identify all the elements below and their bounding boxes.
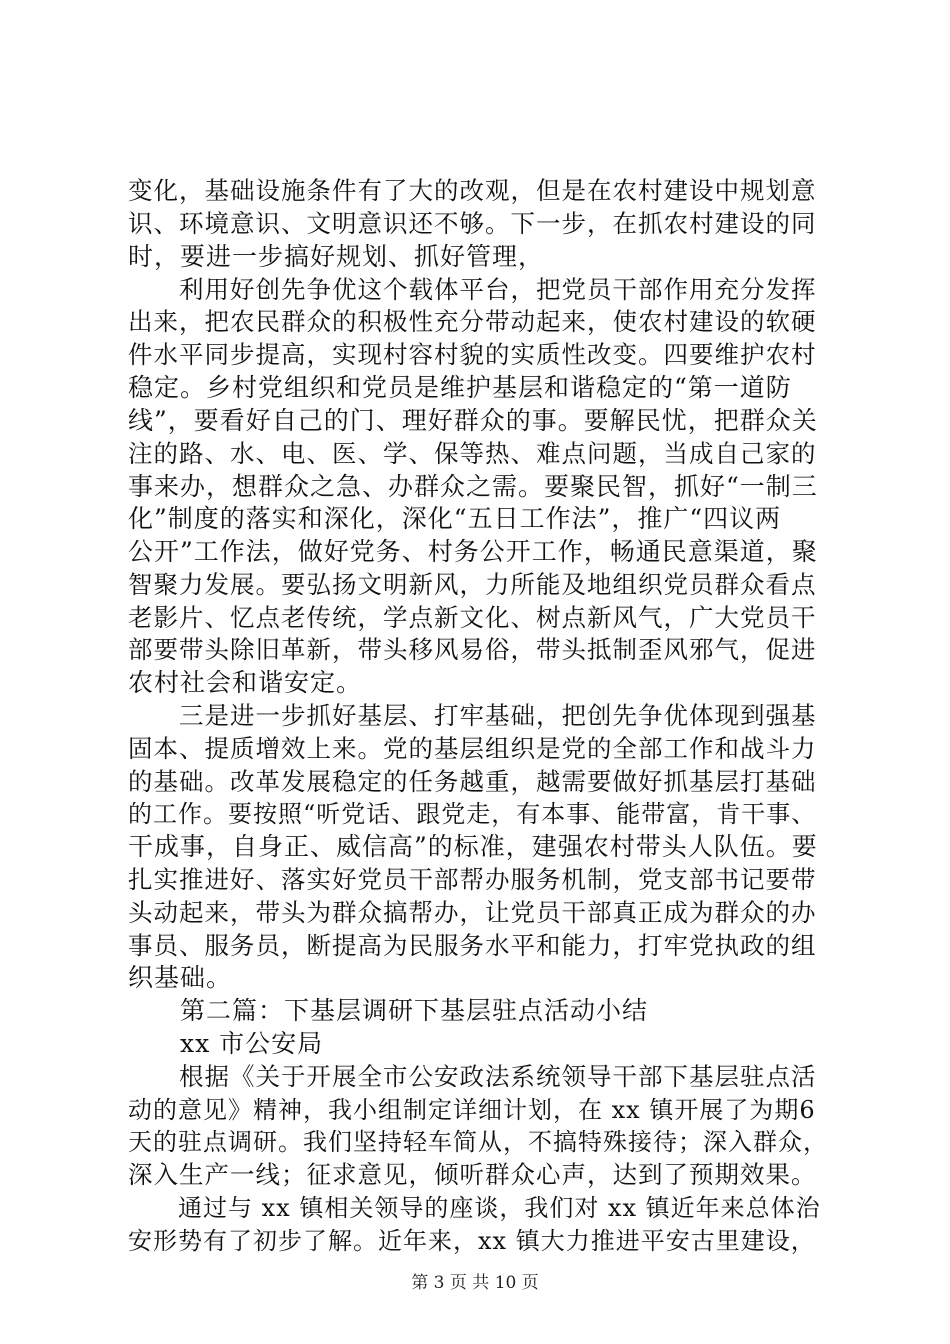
text-line: 干成事，自身正、威信高”的标准，建强农村带头人队伍。要 bbox=[128, 832, 818, 861]
text-line: 的工作。要按照“听党话、跟党走，有本事、能带富，肯干事、 bbox=[128, 800, 817, 828]
text-line: 稳定。乡村党组织和党员是维护基层和谐稳定的“第一道防 bbox=[128, 373, 792, 402]
text-line: 固本、提质增效上来。党的基层组织是党的全部工作和战斗力 bbox=[128, 734, 817, 763]
text-line: 注的路、水、电、医、学、保等热、难点问题，当成自己家的 bbox=[128, 439, 817, 468]
text-line: 动的意见》精神，我小组制定详细计划，在 xx 镇开展了为期6 bbox=[128, 1096, 816, 1124]
text-line: 智聚力发展。要弘扬文明新风，力所能及地组织党员群众看点 bbox=[128, 570, 817, 599]
text-line: 安形势有了初步了解。近年来，xx 镇大力推进平安古里建设， bbox=[128, 1227, 816, 1255]
text-line: 事员、服务员，断提高为民服务水平和能力，打牢党执政的组 bbox=[128, 931, 817, 960]
text-line: 件水平同步提高，实现村容村貌的实质性改变。四要维护农村 bbox=[128, 340, 817, 369]
text-line: 天的驻点调研。我们坚持轻车简从，不搞特殊接待；深入群众， bbox=[128, 1128, 828, 1156]
text-line: 农村社会和谐安定。 bbox=[128, 668, 363, 697]
text-line: 变化，基础设施条件有了大的改观，但是在农村建设中规划意 bbox=[128, 176, 817, 205]
text-line: 织基础。 bbox=[128, 963, 233, 992]
page-footer bbox=[0, 1272, 950, 1294]
section-heading: 第二篇：下基层调研下基层驻点活动小结 bbox=[128, 996, 649, 1025]
text-line: 深入生产一线；征求意见，倾听群众心声，达到了预期效果。 bbox=[128, 1160, 817, 1189]
text-line: 线”，要看好自己的门、理好群众的事。要解民忧，把群众关 bbox=[128, 406, 818, 435]
text-line: 出来，把农民群众的积极性充分带动起来，使农村建设的软硬 bbox=[128, 307, 817, 336]
text-line: 根据《关于开展全市公安政法系统领导干部下基层驻点活 bbox=[128, 1062, 817, 1091]
text-line: 老影片、忆点老传统，学点新文化、树点新风气，广大党员干 bbox=[128, 603, 817, 632]
text-line: 扎实推进好、落实好党员干部帮办服务机制，党支部书记要带 bbox=[128, 865, 817, 894]
text-line: 的基础。改革发展稳定的任务越重，越需要做好抓基层打基础 bbox=[128, 767, 817, 796]
text-line: 事来办，想群众之急、办群众之需。要聚民智，抓好“一制三 bbox=[128, 472, 818, 501]
text-line: 公开”工作法，做好党务、村务公开工作，畅通民意渠道，聚 bbox=[128, 537, 818, 566]
text-line: 部要带头除旧革新，带头移风易俗，带头抵制歪风邪气，促进 bbox=[128, 635, 817, 664]
author-line: xx 市公安局 bbox=[128, 1029, 324, 1058]
text-line: 利用好创先争优这个载体平台，把党员干部作用充分发挥 bbox=[128, 275, 817, 304]
text-line: 识、环境意识、文明意识还不够。下一步，在抓农村建设的同 bbox=[128, 209, 817, 238]
text-line: 化”制度的落实和深化，深化“五日工作法”，推广“四议两 bbox=[128, 504, 782, 533]
text-line: 三是进一步抓好基层、打牢基础，把创先争优体现到强基 bbox=[128, 701, 817, 730]
page-number: 第 3 页 共 10 页 bbox=[411, 1273, 539, 1293]
text-line: 头动起来，带头为群众搞帮办，让党员干部真正成为群众的办 bbox=[128, 898, 817, 927]
text-line: 通过与 xx 镇相关领导的座谈，我们对 xx 镇近年来总体治 bbox=[128, 1194, 821, 1222]
text-line: 时，要进一步搞好规划、抓好管理， bbox=[128, 242, 545, 271]
